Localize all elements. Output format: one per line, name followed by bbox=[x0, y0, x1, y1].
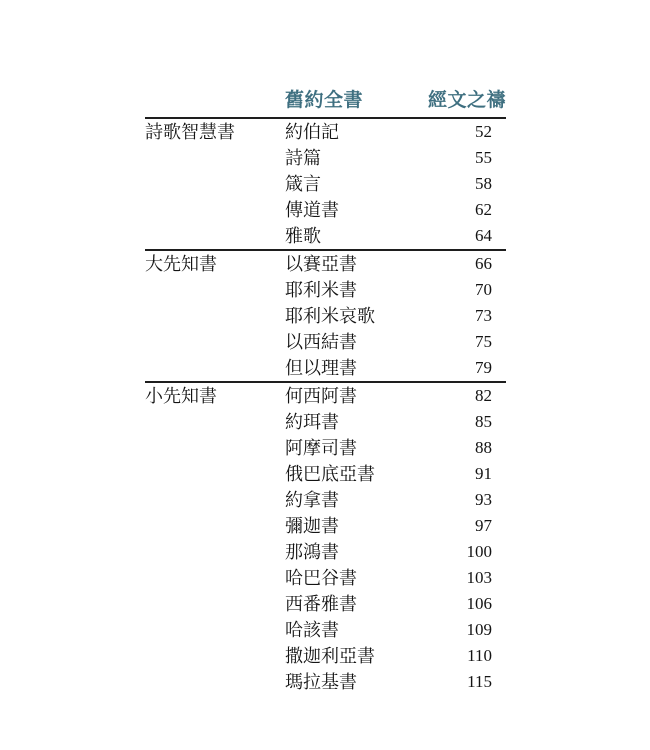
book-name: 但以理書 bbox=[285, 358, 357, 378]
book-name: 阿摩司書 bbox=[285, 438, 357, 458]
header-row bbox=[145, 84, 506, 118]
page-number: 58 bbox=[475, 174, 492, 193]
book-name: 箴言 bbox=[285, 174, 321, 194]
toc-header bbox=[145, 84, 506, 118]
page-number: 103 bbox=[466, 568, 492, 587]
page-number: 109 bbox=[466, 620, 492, 639]
book-name: 何西阿書 bbox=[285, 386, 357, 406]
header-old-testament: 舊約全書 bbox=[285, 90, 364, 111]
page-number: 93 bbox=[475, 490, 492, 509]
book-name: 彌迦書 bbox=[285, 516, 339, 536]
page-number: 82 bbox=[475, 386, 492, 405]
page-number: 70 bbox=[475, 280, 492, 299]
page-number: 62 bbox=[475, 200, 492, 219]
toc-section bbox=[145, 250, 506, 382]
book-name: 耶利米書 bbox=[285, 280, 357, 300]
page-number: 73 bbox=[475, 306, 492, 325]
book-name: 詩篇 bbox=[285, 148, 321, 168]
header-scripture-prayer-page: 經文之禱 bbox=[427, 90, 506, 111]
category-label: 小先知書 bbox=[145, 386, 217, 406]
book-name: 哈該書 bbox=[285, 620, 339, 640]
page-number: 66 bbox=[475, 254, 492, 273]
page-number: 52 bbox=[475, 122, 492, 141]
book-name: 西番雅書 bbox=[285, 594, 357, 614]
book-name: 雅歌 bbox=[285, 226, 321, 246]
page-number: 85 bbox=[475, 412, 492, 431]
page-number: 100 bbox=[466, 542, 492, 561]
category-label: 大先知書 bbox=[145, 254, 217, 274]
book-name: 瑪拉基書 bbox=[285, 672, 357, 692]
book-name: 約拿書 bbox=[285, 490, 339, 510]
page-number: 97 bbox=[475, 516, 492, 535]
toc-section bbox=[145, 118, 506, 250]
book-name: 約伯記 bbox=[285, 122, 339, 142]
book-name: 那鴻書 bbox=[285, 542, 339, 562]
book-name: 哈巴谷書 bbox=[285, 568, 357, 588]
page-number: 79 bbox=[475, 358, 492, 377]
table-row bbox=[145, 382, 506, 409]
book-name: 撒迦利亞書 bbox=[285, 646, 375, 666]
table-row bbox=[145, 250, 506, 277]
page-number: 110 bbox=[467, 646, 492, 665]
page-number: 55 bbox=[475, 148, 492, 167]
book-name: 傳道書 bbox=[285, 200, 339, 220]
page-number: 64 bbox=[475, 226, 492, 245]
toc-table bbox=[145, 84, 506, 695]
page-number: 75 bbox=[475, 332, 492, 351]
header-category bbox=[145, 84, 285, 118]
page-number: 106 bbox=[466, 594, 492, 613]
book-name: 耶利米哀歌 bbox=[285, 306, 375, 326]
category-label: 詩歌智慧書 bbox=[145, 122, 235, 142]
page-number: 91 bbox=[475, 464, 492, 483]
page-number: 115 bbox=[467, 672, 492, 691]
table-row bbox=[145, 118, 506, 145]
toc-section bbox=[145, 382, 506, 695]
book-name: 以賽亞書 bbox=[285, 254, 357, 274]
book-name: 俄巴底亞書 bbox=[285, 464, 375, 484]
book-name: 以西結書 bbox=[285, 332, 357, 352]
book-name: 約珥書 bbox=[285, 412, 339, 432]
page-number: 88 bbox=[475, 438, 492, 457]
